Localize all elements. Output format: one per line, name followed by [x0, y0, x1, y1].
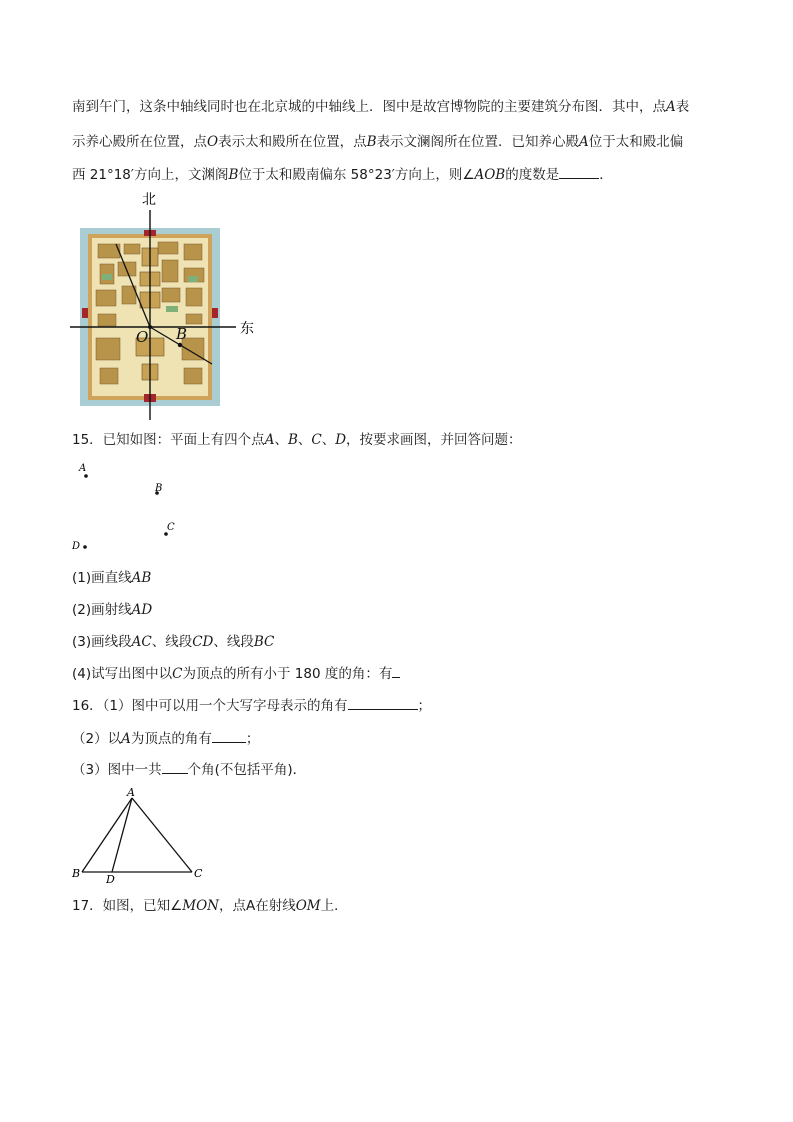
answer-blank[interactable]: [392, 664, 400, 678]
side-ab: [82, 798, 132, 872]
point-o-label: O: [136, 328, 149, 346]
triangle-figure: [66, 784, 216, 884]
point-o-dot: [148, 325, 152, 329]
answer-blank[interactable]: [162, 760, 188, 774]
point-b-label: B: [155, 483, 163, 494]
side-ac: [132, 798, 192, 872]
vertex-a-label: A: [127, 786, 135, 799]
point-c-label: C: [167, 522, 175, 533]
q16-part-1: 16．（1）图中可以用一个大写字母表示的角有 ；: [72, 698, 432, 714]
q15-item-1: (1)画直线AB: [72, 570, 152, 586]
q14-line-3: 西 21°18′方向上，文渊阁B位于太和殿南偏东 58°23′方向上，则∠AOB的度数是 ．: [72, 167, 613, 183]
q14-line-1: 南到午门，这条中轴线同时也在北京城的中轴线上．图中是故宫博物院的主要建筑分布图．其中，点A表: [72, 99, 690, 115]
point-b-dot: [178, 343, 182, 347]
four-points-figure: [66, 458, 196, 558]
vertex-b-label: B: [72, 867, 81, 880]
north-label: 北: [142, 192, 156, 208]
q15-stem: 15．已知如图：平面上有四个点A、B、C、D，按要求画图，并回答问题：: [72, 432, 522, 448]
q15-item-4: (4)试写出图中以C为顶点的所有小于 180 度的角：有: [72, 664, 400, 684]
q17-stem: 17．如图，已知∠MON，点A在射线OM上．: [72, 898, 348, 914]
point-d-dot: [83, 545, 87, 549]
q16-part-2: （2）以A为顶点的角有 ；: [72, 731, 260, 747]
palace-map-figure: [66, 188, 266, 423]
vertex-c-label: C: [194, 867, 203, 880]
q15-item-3: (3)画线段AC、线段CD、线段BC: [72, 634, 275, 650]
answer-blank[interactable]: [212, 729, 246, 743]
answer-blank[interactable]: [559, 165, 599, 179]
point-b-label: B: [176, 325, 188, 343]
point-d-label: D: [72, 541, 81, 552]
q15-item-2: (2)画射线AD: [72, 602, 153, 618]
point-a-dot: [84, 474, 88, 478]
answer-blank[interactable]: [348, 696, 418, 710]
q16-part-3: （3）图中一共 个角(不包括平角)．: [72, 762, 307, 778]
point-a-label: A: [79, 463, 87, 474]
segment-ad: [112, 798, 132, 872]
east-label: 东: [240, 321, 254, 337]
vertex-d-label: D: [106, 873, 115, 884]
q14-line-2: 示养心殿所在位置，点O表示太和殿所在位置，点B表示文澜阁所在位置．已知养心殿A位于太和殿北偏: [72, 134, 684, 150]
